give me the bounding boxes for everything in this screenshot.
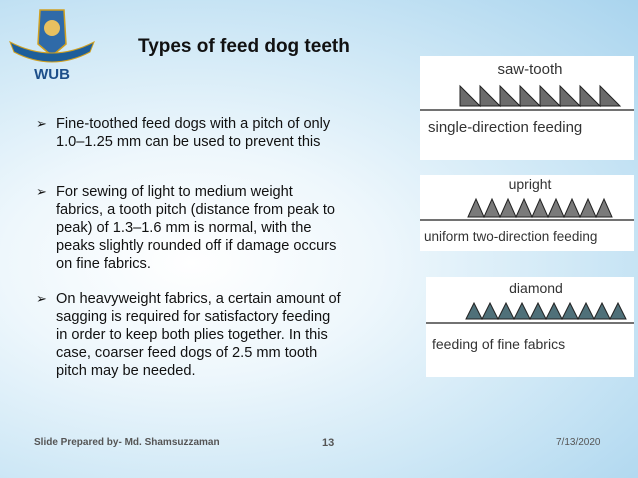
bullet-item xyxy=(36,290,342,380)
upright-teeth xyxy=(468,199,612,217)
upright-figure xyxy=(420,175,634,251)
logo-text: WUB xyxy=(34,66,70,83)
arrow-bullet-icon: ➢ xyxy=(36,291,47,306)
saw-tooth-teeth xyxy=(460,86,620,106)
bullet-text: For sewing of light to medium weight fabrics, a tooth pitch (distance from peak to peak) of 1.3–1.6 mm is normal, with the peaks slightly rounded off if damage occurs on fine fabrics. xyxy=(56,184,337,272)
figure-caption: feeding of fine fabrics xyxy=(432,336,566,352)
bullet-item xyxy=(36,183,342,273)
arrow-bullet-icon: ➢ xyxy=(36,184,47,199)
footer-author: Slide Prepared by- Md. Shamsuzzaman xyxy=(34,437,220,448)
figure-title: upright xyxy=(508,176,552,192)
bullet-text: On heavyweight fabrics, a certain amount of sagging is required for satisfactory feeding in order to keep both plies together. In this case, coarser feed dogs of 2.5 mm tooth pitch may be needed. xyxy=(56,291,341,379)
saw-tooth-figure xyxy=(420,56,634,160)
figure-title: saw-tooth xyxy=(497,61,563,78)
bullet-item xyxy=(36,115,336,151)
arrow-bullet-icon: ➢ xyxy=(36,116,47,131)
slide-title: Types of feed dog teeth xyxy=(138,36,350,57)
figure-title: diamond xyxy=(509,280,563,296)
diamond-figure xyxy=(426,277,634,377)
figure-caption: uniform two-direction feeding xyxy=(424,229,598,244)
bullet-text: Fine-toothed feed dogs with a pitch of only 1.0–1.25 mm can be used to prevent this xyxy=(56,116,331,150)
footer-date: 7/13/2020 xyxy=(556,437,601,448)
footer-page-number: 13 xyxy=(322,437,335,449)
diamond-teeth xyxy=(466,303,626,319)
figure-caption: single-direction feeding xyxy=(428,119,583,136)
university-logo xyxy=(4,4,100,84)
